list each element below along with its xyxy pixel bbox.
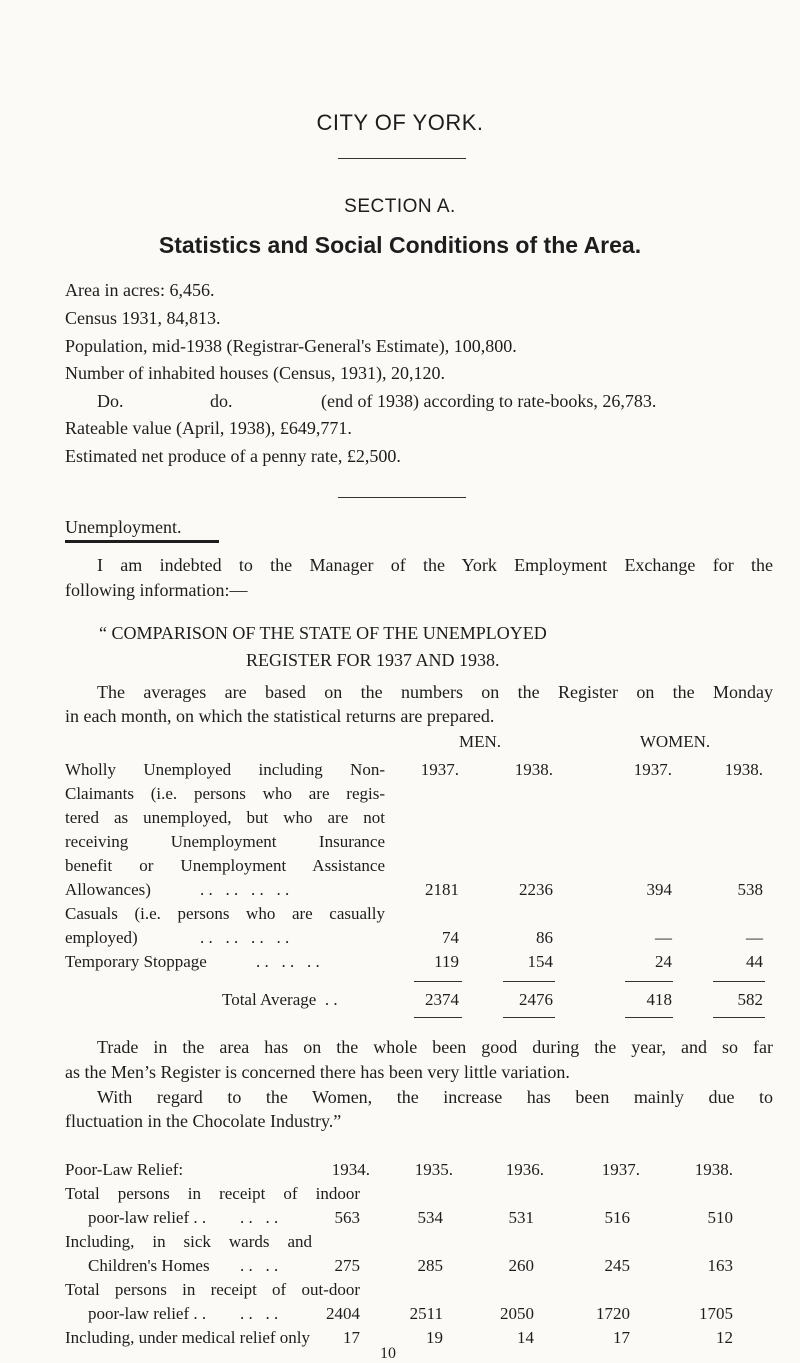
section-title: SECTION A. xyxy=(344,196,456,217)
poor-cell: 510 xyxy=(707,1208,733,1227)
women-note-2: fluctuation in the Chocolate Industry.” xyxy=(65,1111,342,1131)
cell-men-1938: 86 xyxy=(536,928,553,947)
total-rule-bottom xyxy=(414,1017,462,1018)
row-label-line: Allowances) xyxy=(65,880,151,899)
poor-cell: 17 xyxy=(343,1328,360,1347)
row-label-line: Casuals (i.e. persons who are casually xyxy=(65,904,385,923)
stat-houses: Number of inhabited houses (Census, 1931), 20,120. xyxy=(65,363,445,383)
stat-houses-ratebooks: (end of 1938) according to rate-books, 26,783. xyxy=(321,391,657,411)
poor-law-heading: Poor-Law Relief: xyxy=(65,1160,184,1179)
men-header: MEN. xyxy=(458,732,502,751)
leader-dots: . . . . . . . . xyxy=(200,928,290,947)
trade-note-1: Trade in the area has on the whole been good during the year, and so far xyxy=(97,1037,773,1057)
unemployment-heading: Unemployment. xyxy=(65,517,182,537)
cell-men-1938: 2236 xyxy=(519,880,553,899)
cell-men-1937: 74 xyxy=(442,928,459,947)
cell-women-1937: 24 xyxy=(655,952,672,971)
poor-cell: 534 xyxy=(417,1208,443,1227)
row-label-line: Claimants (i.e. persons who are regis- xyxy=(65,784,385,803)
row-label-line: employed) xyxy=(65,928,138,947)
leader-dots: . . . . xyxy=(240,1256,279,1275)
year-header: 1938. xyxy=(724,760,763,779)
row-label-line: Wholly Unemployed including Non- xyxy=(65,760,385,779)
poor-year-header: 1936. xyxy=(505,1160,544,1179)
leader-dots: . . . . . . xyxy=(256,952,320,971)
poor-cell: 260 xyxy=(508,1256,534,1275)
intro-line-2: following information:— xyxy=(65,580,248,600)
poor-row-label: poor-law relief . . xyxy=(88,1208,207,1227)
averages-note-1: The averages are based on the numbers on the Register on the Monday xyxy=(97,682,773,702)
cell-women-1938: — xyxy=(746,928,763,947)
stat-population: Population, mid-1938 (Registrar-General's Estimate), 100,800. xyxy=(65,336,517,356)
poor-cell: 2050 xyxy=(500,1304,534,1323)
women-note-1: With regard to the Women, the increase has been mainly due to xyxy=(97,1087,773,1107)
comparison-title-2: REGISTER FOR 1937 AND 1938. xyxy=(246,650,500,670)
total-men-1937: 2374 xyxy=(425,990,459,1009)
poor-cell: 17 xyxy=(613,1328,630,1347)
year-header: 1938. xyxy=(514,760,553,779)
city-title: CITY OF YORK. xyxy=(316,110,484,135)
stat-rateable-value: Rateable value (April, 1938), £649,771. xyxy=(65,418,352,438)
total-rule xyxy=(713,981,765,982)
cell-women-1938: 44 xyxy=(746,952,763,971)
comparison-title-1: “ COMPARISON OF THE STATE OF THE UNEMPLOYED xyxy=(99,623,547,643)
cell-men-1937: 119 xyxy=(434,952,459,971)
poor-row-label: Including, under medical relief only xyxy=(65,1328,310,1347)
total-rule xyxy=(414,981,462,982)
total-rule xyxy=(625,981,673,982)
averages-note-2: in each month, on which the statistical returns are prepared. xyxy=(65,706,495,726)
poor-cell: 516 xyxy=(604,1208,630,1227)
poor-row-label: Total persons in receipt of out-door xyxy=(65,1280,360,1299)
year-header: 1937. xyxy=(420,760,459,779)
intro-line-1: I am indebted to the Manager of the York Employment Exchange for the xyxy=(97,555,773,575)
stat-do: Do. xyxy=(97,391,124,411)
total-men-1938: 2476 xyxy=(519,990,553,1009)
cell-women-1937: — xyxy=(655,928,672,947)
poor-cell: 1705 xyxy=(699,1304,733,1323)
poor-cell: 1720 xyxy=(596,1304,630,1323)
row-label-line: benefit or Unemployment Assistance xyxy=(65,856,385,875)
cell-women-1937: 394 xyxy=(646,880,672,899)
poor-cell: 285 xyxy=(417,1256,443,1275)
poor-cell: 245 xyxy=(604,1256,630,1275)
stat-penny-rate: Estimated net produce of a penny rate, £2,500. xyxy=(65,446,401,466)
stat-do-2: do. xyxy=(210,391,233,411)
women-header: WOMEN. xyxy=(639,732,711,751)
stat-area: Area in acres: 6,456. xyxy=(65,280,215,300)
trade-note-2: as the Men’s Register is concerned there has been very little variation. xyxy=(65,1062,570,1082)
poor-row-label: Including, in sick wards and xyxy=(65,1232,312,1251)
poor-cell: 12 xyxy=(716,1328,733,1347)
heading-underline xyxy=(65,540,219,543)
poor-cell: 563 xyxy=(334,1208,360,1227)
total-women-1938: 582 xyxy=(737,990,763,1009)
leader-dots: . . . . xyxy=(240,1304,279,1323)
total-rule-bottom xyxy=(713,1017,765,1018)
poor-cell: 14 xyxy=(517,1328,534,1347)
row-label-line: receiving Unemployment Insurance xyxy=(65,832,385,851)
leader-dots: . . . . xyxy=(240,1208,279,1227)
poor-cell: 2511 xyxy=(409,1304,443,1323)
poor-cell: 275 xyxy=(334,1256,360,1275)
poor-cell: 163 xyxy=(707,1256,733,1275)
total-rule-bottom xyxy=(503,1017,555,1018)
stat-census: Census 1931, 84,813. xyxy=(65,308,221,328)
poor-cell: 531 xyxy=(508,1208,534,1227)
cell-men-1937: 2181 xyxy=(425,880,459,899)
leader-dots: . . . . . . . . xyxy=(200,880,290,899)
year-header: 1937. xyxy=(633,760,672,779)
poor-cell: 19 xyxy=(426,1328,443,1347)
page-title: Statistics and Social Conditions of the Area. xyxy=(158,232,642,258)
poor-year-header: 1935. xyxy=(414,1160,453,1179)
total-women-1937: 418 xyxy=(646,990,672,1009)
poor-row-label: Children's Homes xyxy=(88,1256,210,1275)
total-label: Total Average . . xyxy=(222,990,338,1009)
total-rule-bottom xyxy=(625,1017,673,1018)
page-number: 10 xyxy=(380,1345,396,1362)
row-label-line: tered as unemployed, but who are not xyxy=(65,808,385,827)
poor-cell: 2404 xyxy=(326,1304,360,1323)
poor-year-header: 1937. xyxy=(601,1160,640,1179)
total-rule xyxy=(503,981,555,982)
stats-divider xyxy=(338,497,466,498)
cell-women-1938: 538 xyxy=(737,880,763,899)
row-label-line: Temporary Stoppage xyxy=(65,952,207,971)
poor-row-label: poor-law relief . . xyxy=(88,1304,207,1323)
cell-men-1938: 154 xyxy=(527,952,553,971)
poor-row-label: Total persons in receipt of indoor xyxy=(65,1184,360,1203)
header-divider xyxy=(338,158,466,159)
poor-year-header: 1934. xyxy=(331,1160,370,1179)
poor-year-header: 1938. xyxy=(694,1160,733,1179)
